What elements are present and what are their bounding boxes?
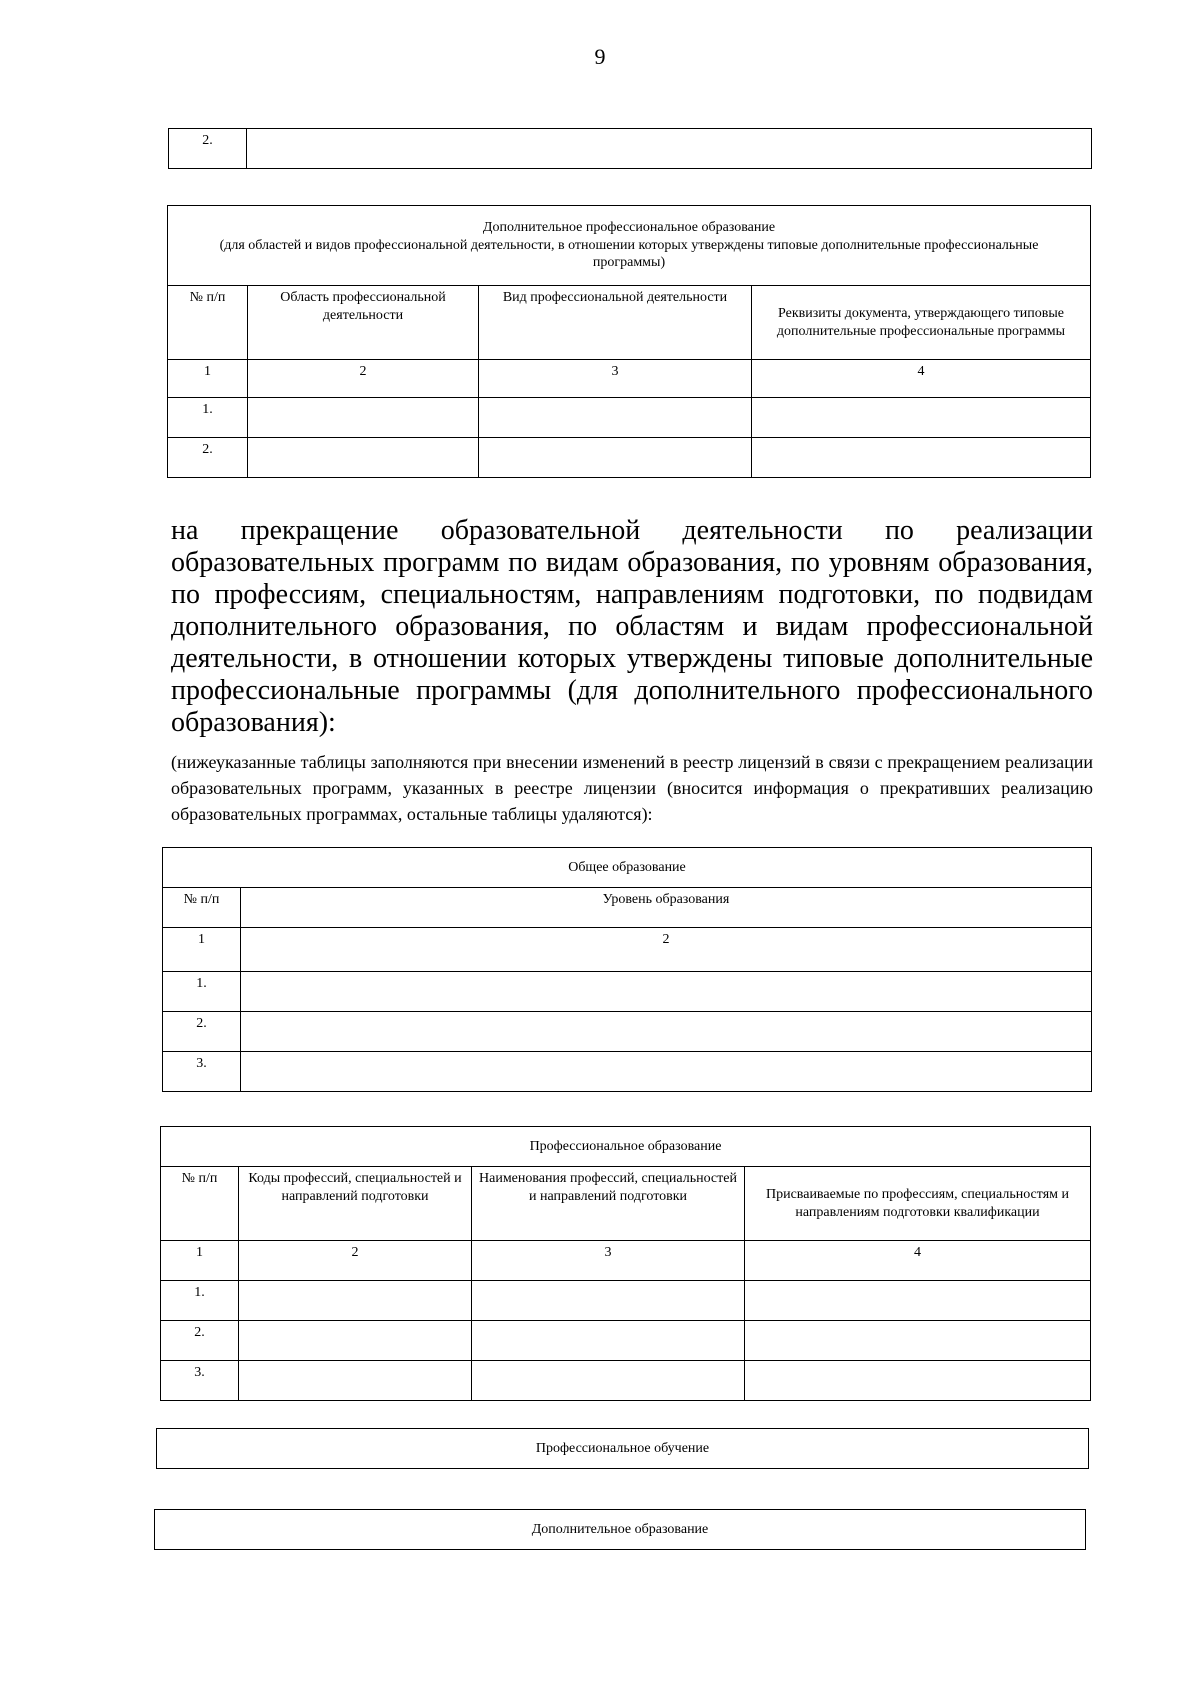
- column-number-cell: 4: [752, 360, 1091, 398]
- row-number: 3.: [161, 1361, 239, 1401]
- table-cell: [479, 438, 752, 478]
- table-cell: [472, 1281, 745, 1321]
- table-cell: [745, 1361, 1091, 1401]
- header-cell-area: Область профессиональной деятельности: [248, 286, 479, 360]
- main-paragraph: на прекращение образовательной деятельности по реализации образовательных программ по видам образования, по уровням образования, по профессиям, специальностям, направлениям подготовки, по подвидам дополнительного образования, по областям и видам профессиональной деятельности, в отношении которых утверждены типовые дополнительные профессиональные программы (для дополнительного профессионального образования):: [171, 515, 1093, 738]
- header-cell-document-details: Реквизиты документа, утверждающего типовые дополнительные профессиональные программы: [752, 286, 1091, 360]
- table-cell: [745, 1321, 1091, 1361]
- table-cell: [479, 398, 752, 438]
- table-cell: [241, 1012, 1092, 1052]
- page-number: 9: [594, 44, 606, 69]
- table-general-education: [162, 847, 1092, 1092]
- table-cell: [248, 398, 479, 438]
- table-caption: Общее образование: [163, 848, 1092, 888]
- table-cell: [745, 1281, 1091, 1321]
- header-cell-codes: Коды профессий, специальностей и направлений подготовки: [239, 1167, 472, 1241]
- row-number: 3.: [163, 1052, 241, 1092]
- table-cell: [472, 1321, 745, 1361]
- table-cell: [472, 1361, 745, 1401]
- column-number-cell: 1: [163, 928, 241, 972]
- table-cell: [248, 438, 479, 478]
- header-cell-qualifications: Присваиваемые по профессиям, специальностям и направлениям подготовки квалификации: [745, 1167, 1091, 1241]
- header-cell-number: № п/п: [163, 888, 241, 928]
- row-number: 1.: [163, 972, 241, 1012]
- column-number-cell: 3: [479, 360, 752, 398]
- table-professional-training: [156, 1428, 1089, 1469]
- column-number-cell: 2: [248, 360, 479, 398]
- row-number: 2.: [161, 1321, 239, 1361]
- row-number: 1.: [161, 1281, 239, 1321]
- header-cell-activity-type: Вид профессиональной деятельности: [479, 286, 752, 360]
- table-cell: [241, 1052, 1092, 1092]
- column-number-cell: 1: [168, 360, 248, 398]
- row-number: 2.: [168, 438, 248, 478]
- table-cell: [752, 398, 1091, 438]
- column-number-cell: 1: [161, 1241, 239, 1281]
- header-cell-number: № п/п: [168, 286, 248, 360]
- table-caption: Дополнительное образование: [155, 1510, 1086, 1550]
- column-number-cell: 3: [472, 1241, 745, 1281]
- row-number: 2.: [169, 129, 247, 169]
- column-number-cell: 2: [241, 928, 1092, 972]
- column-number-cell: 2: [239, 1241, 472, 1281]
- table-cell: [239, 1361, 472, 1401]
- table-caption: Дополнительное профессиональное образование (для областей и видов профессиональной деятельности, в отношении которых утверждены типовые дополнительные профессиональные программы): [168, 206, 1091, 286]
- header-cell-number: № п/п: [161, 1167, 239, 1241]
- column-number-cell: 4: [745, 1241, 1091, 1281]
- table-additional-professional-education: [167, 205, 1091, 478]
- table-cell: [752, 438, 1091, 478]
- table-cell: [239, 1321, 472, 1361]
- row-number: 1.: [168, 398, 248, 438]
- header-cell-names: Наименования профессий, специальностей и направлений подготовки: [472, 1167, 745, 1241]
- table-cell: [241, 972, 1092, 1012]
- table-caption: Профессиональное образование: [161, 1127, 1091, 1167]
- note-paragraph: (нижеуказанные таблицы заполняются при внесении изменений в реестр лицензий в связи с прекращением реализации образовательных программ, указанных в реестре лицензии (вносится информация о прекративших реализацию образовательных программах, остальные таблицы удаляются):: [171, 752, 1093, 824]
- table-caption: Профессиональное обучение: [157, 1429, 1089, 1469]
- table-professional-education: [160, 1126, 1091, 1401]
- table-cell: [239, 1281, 472, 1321]
- row-number: 2.: [163, 1012, 241, 1052]
- table-continued-fragment: [168, 128, 1092, 169]
- table-cell: [247, 129, 1092, 169]
- header-cell-level: Уровень образования: [241, 888, 1092, 928]
- table-additional-education: [154, 1509, 1086, 1550]
